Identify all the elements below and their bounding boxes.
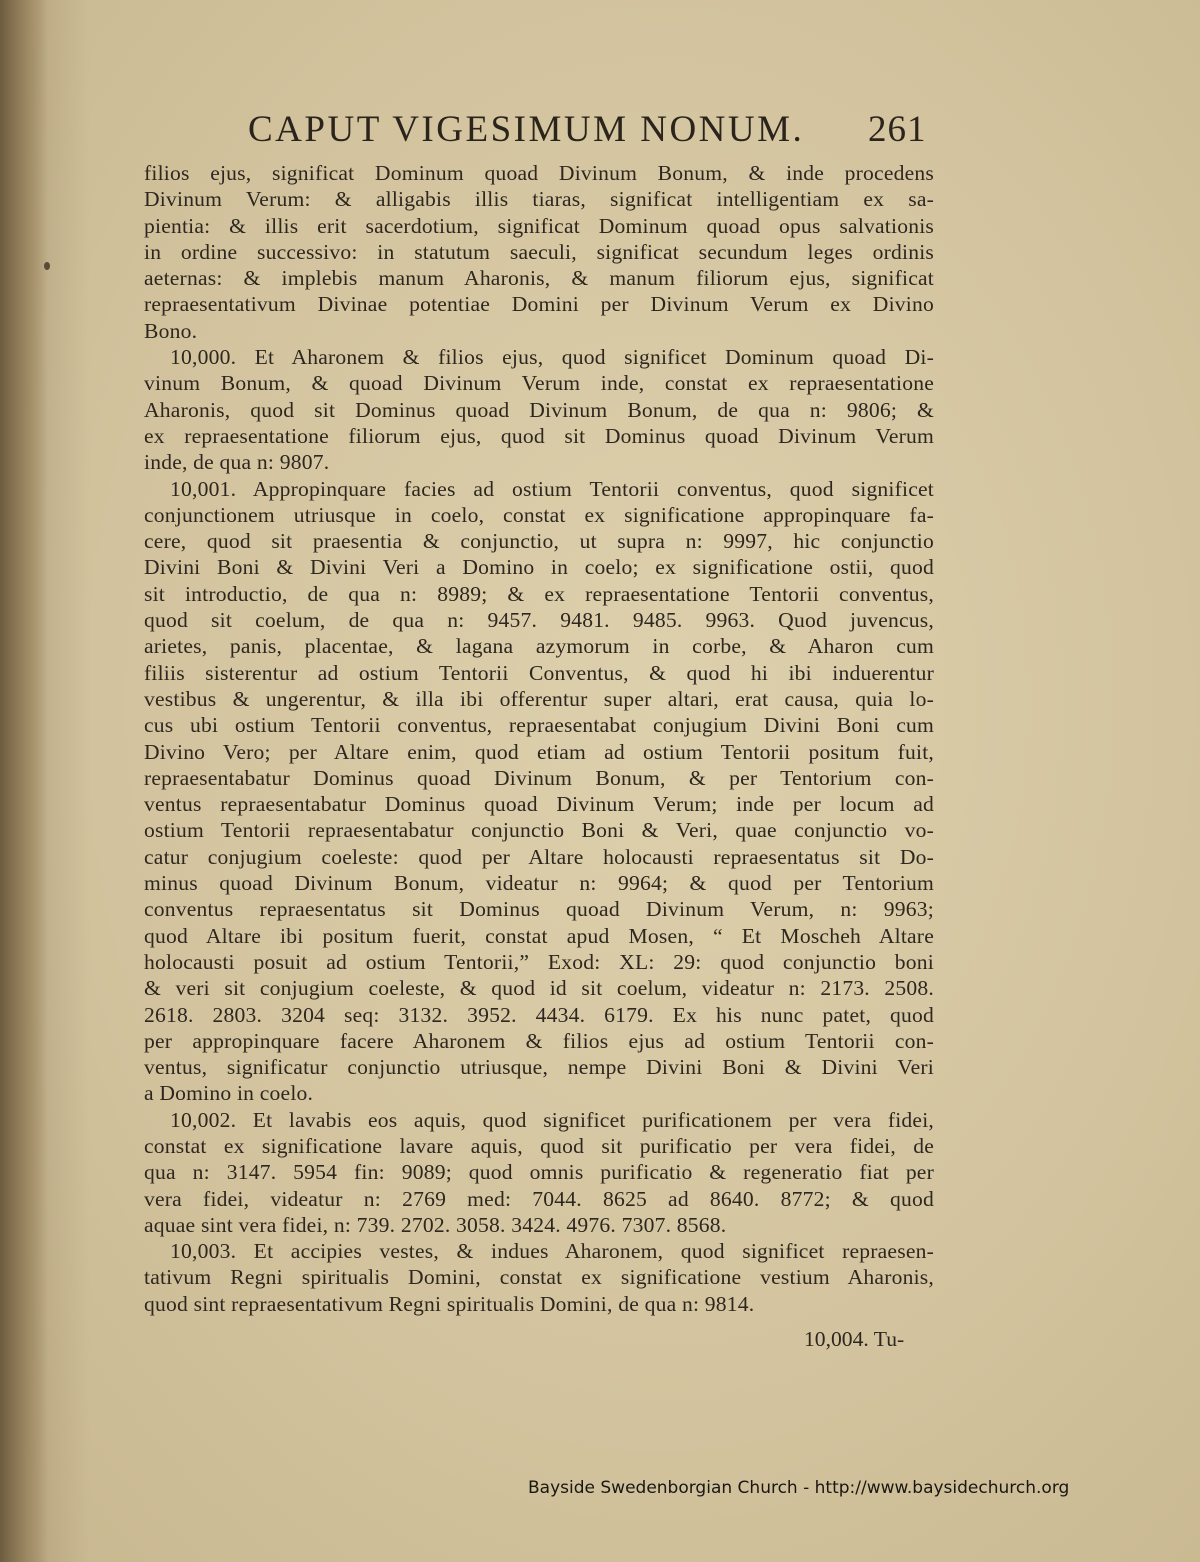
text-line: Bono.: [144, 318, 198, 343]
text-line: pientia: & illis erit sacerdotium, significat Dominum quoad opus salvationis: [144, 213, 934, 238]
text-line: Divinum Verum: & alligabis illis tiaras, significat intelligentiam ex sa-: [144, 187, 934, 212]
source-credit: Bayside Swedenborgian Church - http://www.baysidechurch.org: [528, 1478, 1070, 1498]
text-line: constat ex significatione lavare aquis, quod sit purificatio per vera fidei, de: [144, 1133, 934, 1158]
text-line: ex repraesentatione filiorum ejus, quod sit Dominus quoad Divinum Verum: [144, 423, 934, 448]
text-line: filiis sisterentur ad ostium Tentorii Conventus, & quod hi ibi induerentur: [144, 660, 934, 685]
text-line: repraesentativum Divinae potentiae Domini per Divinum Verum ex Divino: [144, 292, 934, 317]
text-line: quod Altare ibi positum fuerit, constat apud Mosen, “ Et Moscheh Altare: [144, 923, 934, 948]
text-line: 10,001. Appropinquare facies ad ostium Tentorii conventus, quod significet: [170, 476, 934, 501]
text-line: inde, de qua n: 9807.: [144, 450, 330, 475]
text-line: cere, quod sit praesentia & conjunctio, ut supra n: 9997, hic conjunctio: [144, 529, 934, 554]
text-line: 10,002. Et lavabis eos aquis, quod significet purificationem per vera fidei,: [170, 1107, 934, 1132]
page-number: 261: [868, 109, 927, 150]
text-line: per appropinquare facere Aharonem & filios ejus ad ostium Tentorii con-: [144, 1028, 934, 1053]
text-line: cus ubi ostium Tentorii conventus, repraesentabat conjugium Divini Boni cum: [144, 713, 934, 738]
text-line: vestibus & ungerentur, & illa ibi offerentur super altari, erat causa, quia lo-: [144, 686, 934, 711]
text-line: conventus repraesentatus sit Dominus quoad Divinum Verum, n: 9963;: [144, 897, 934, 922]
spine-shadow: [0, 0, 48, 1562]
text-line: aquae sint vera fidei, n: 739. 2702. 3058. 3424. 4976. 7307. 8568.: [144, 1212, 727, 1237]
text-line: vera fidei, videatur n: 2769 med: 7044. 8625 ad 8640. 8772; & quod: [144, 1186, 934, 1211]
text-line: tativum Regni spiritualis Domini, constat ex significatione vestium Aharonis,: [144, 1265, 934, 1290]
text-line: sit introductio, de qua n: 8989; & ex repraesentatione Tentorii conventus,: [144, 581, 934, 606]
text-line: a Domino in coelo.: [144, 1081, 314, 1106]
catchword: 10,004. Tu-: [804, 1327, 905, 1351]
text-line: repraesentabatur Dominus quoad Divinum Bonum, & per Tentorium con-: [144, 765, 934, 790]
text-line: arietes, panis, placentae, & lagana azymorum in corbe, & Aharon cum: [144, 634, 934, 659]
text-line: quod sint repraesentativum Regni spiritualis Domini, de qua n: 9814.: [144, 1291, 755, 1316]
text-line: vinum Bonum, & quoad Divinum Verum inde, constat ex repraesentatione: [144, 371, 934, 396]
text-line: holocausti posuit ad ostium Tentorii,” Exod: XL: 29: quod conjunctio boni: [144, 949, 934, 974]
chapter-title: CAPUT VIGESIMUM NONUM.: [248, 109, 805, 150]
text-line: 10,003. Et accipies vestes, & indues Aharonem, quod significet repraesen-: [170, 1239, 934, 1264]
text-line: ventus repraesentabatur Dominus quoad Divinum Verum; inde per locum ad: [144, 792, 934, 817]
text-line: ostium Tentorii repraesentabatur conjunctio Boni & Veri, quae conjunctio vo-: [144, 818, 934, 843]
text-line: Divini Boni & Divini Veri a Domino in coelo; ex significatione ostii, quod: [144, 555, 934, 580]
text-line: ventus, significatur conjunctio utriusque, nempe Divini Boni & Divini Veri: [144, 1055, 934, 1080]
text-line: filios ejus, significat Dominum quoad Divinum Bonum, & inde procedens: [144, 161, 934, 185]
paper-spot: [44, 262, 50, 270]
text-line: 10,000. Et Aharonem & filios ejus, quod significet Dominum quoad Di-: [170, 345, 934, 370]
body-text: [144, 160, 934, 1317]
text-line: qua n: 3147. 5954 fin: 9089; quod omnis purificatio & regeneratio fiat per: [144, 1160, 934, 1185]
text-line: conjunctionem utriusque in coelo, constat ex significatione appropinquare fa-: [144, 502, 934, 527]
text-line: aeternas: & implebis manum Aharonis, & manum filiorum ejus, significat: [144, 266, 934, 291]
text-line: Divino Vero; per Altare enim, quod etiam ad ostium Tentorii positum fuit,: [144, 739, 934, 764]
text-line: quod sit coelum, de qua n: 9457. 9481. 9485. 9963. Quod juvencus,: [144, 608, 934, 633]
text-line: & veri sit conjugium coeleste, & quod id sit coelum, videatur n: 2173. 2508.: [144, 976, 934, 1001]
text-line: in ordine successivo: in statutum saeculi, significat secundum leges ordinis: [144, 239, 934, 264]
text-line: minus quoad Divinum Bonum, videatur n: 9964; & quod per Tentorium: [144, 871, 934, 896]
text-line: catur conjugium coeleste: quod per Altare holocausti repraesentatus sit Do-: [144, 844, 934, 869]
text-line: 2618. 2803. 3204 seq: 3132. 3952. 4434. 6179. Ex his nunc patet, quod: [144, 1002, 934, 1027]
text-line: Aharonis, quod sit Dominus quoad Divinum Bonum, de qua n: 9806; &: [144, 397, 934, 422]
